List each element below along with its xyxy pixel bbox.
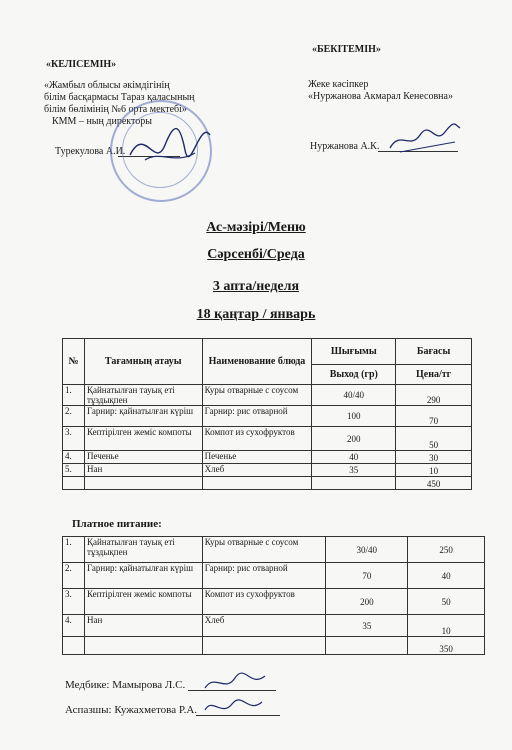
- row-name-ru: Хлеб: [202, 615, 326, 637]
- left-signer: Турекулова А.И.: [55, 146, 126, 157]
- right-line: Жеке кәсіпкер: [308, 79, 369, 90]
- col-name-ru: Наименование блюда: [202, 339, 312, 385]
- left-line: білім басқармасы Тараз қаласының: [44, 92, 195, 103]
- row-output: 70: [326, 563, 408, 589]
- row-output: 30/40: [326, 537, 408, 563]
- row-num: 3.: [63, 589, 85, 615]
- page-title: Ас-мәзірі/Меню: [206, 220, 306, 235]
- row-output: 100: [312, 406, 396, 427]
- row-name-ru: Хлеб: [202, 464, 312, 477]
- row-name-kz: Қайнатылған тауық еті тұздықпен: [84, 537, 202, 563]
- table-row: [63, 427, 472, 451]
- right-lines: [308, 79, 453, 103]
- row-price: 10: [396, 464, 472, 477]
- row-name-kz: Гарнир: қайнатылған күріш: [84, 406, 202, 427]
- col-price-ru: Цена/тг: [396, 365, 472, 385]
- row-name-kz: Кептірілген жеміс компоты: [84, 427, 202, 451]
- row-num: 2.: [63, 406, 85, 427]
- row-num: 4.: [63, 451, 85, 464]
- handwritten-signature-icon: [385, 120, 465, 160]
- total-price: 350: [408, 637, 485, 655]
- table-row: [63, 385, 472, 406]
- menu-table: [62, 338, 472, 490]
- row-price: 50: [396, 427, 472, 451]
- row-price: 10: [408, 615, 485, 637]
- left-line: КММ – ның директоры: [52, 116, 152, 127]
- day-title: Сәрсенбі/Среда: [207, 247, 305, 262]
- handwritten-signature-icon: [200, 692, 270, 722]
- table-row: [63, 589, 485, 615]
- total-row: [63, 477, 472, 490]
- col-output-kz: Шығымы: [312, 339, 396, 365]
- row-num: 1.: [63, 537, 85, 563]
- paid-table: [62, 536, 485, 655]
- row-name-ru: Компот из сухофруктов: [202, 589, 326, 615]
- row-name-ru: Куры отварные с соусом: [202, 385, 312, 406]
- left-heading: «КЕЛІСЕМІН»: [46, 59, 117, 70]
- table-row: [63, 615, 485, 637]
- nurse-signer: Медбике: Мамырова Л.С.: [65, 679, 186, 691]
- right-signer: Нуржанова А.К.: [310, 141, 380, 152]
- right-heading: «БЕКІТЕМІН»: [312, 44, 381, 55]
- col-output-ru: Выход (гр): [312, 365, 396, 385]
- row-price: 30: [396, 451, 472, 464]
- left-line: «Жамбыл облысы әкімдігінің: [44, 80, 170, 91]
- col-name-kz: Тағамның атауы: [84, 339, 202, 385]
- row-output: 35: [326, 615, 408, 637]
- row-num: 3.: [63, 427, 85, 451]
- row-name-kz: Гарнир: қайнатылған күріш: [84, 563, 202, 589]
- row-output: 200: [326, 589, 408, 615]
- row-name-ru: Печенье: [202, 451, 312, 464]
- row-name-ru: Гарнир: рис отварной: [202, 563, 326, 589]
- handwritten-signature-icon: [125, 115, 215, 175]
- row-num: 5.: [63, 464, 85, 477]
- col-price-kz: Бағасы: [396, 339, 472, 365]
- table-row: [63, 537, 485, 563]
- right-line: «Нуржанова Акмарал Кенесовна»: [308, 91, 453, 102]
- cook-signer: Аспазшы: Кужахметова Р.А.: [65, 704, 198, 716]
- row-price: 70: [396, 406, 472, 427]
- row-output: 40/40: [312, 385, 396, 406]
- row-name-ru: Куры отварные с соусом: [202, 537, 326, 563]
- row-output: 40: [312, 451, 396, 464]
- row-name-kz: Нан: [84, 464, 202, 477]
- row-output: 200: [312, 427, 396, 451]
- total-price: 450: [396, 477, 472, 490]
- row-name-kz: Нан: [84, 615, 202, 637]
- row-name-ru: Компот из сухофруктов: [202, 427, 312, 451]
- row-price: 40: [408, 563, 485, 589]
- row-num: 2.: [63, 563, 85, 589]
- row-num: 4.: [63, 615, 85, 637]
- table-row: [63, 406, 472, 427]
- table-row: [63, 451, 472, 464]
- row-price: 50: [408, 589, 485, 615]
- table-row: [63, 464, 472, 477]
- total-row: [63, 637, 485, 655]
- row-name-ru: Гарнир: рис отварной: [202, 406, 312, 427]
- left-line: білім бөлімінің №6 орта мектебі»: [44, 104, 187, 115]
- row-output: 35: [312, 464, 396, 477]
- row-price: 250: [408, 537, 485, 563]
- row-name-kz: Кептірілген жеміс компоты: [84, 589, 202, 615]
- row-num: 1.: [63, 385, 85, 406]
- paid-label: Платное питание:: [72, 518, 162, 530]
- week-title: 3 апта/неделя: [212, 279, 300, 294]
- col-num: №: [63, 339, 85, 385]
- row-price: 290: [396, 385, 472, 406]
- date-title: 18 қаңтар / январь: [196, 307, 316, 322]
- table-row: [63, 563, 485, 589]
- row-name-kz: Печенье: [84, 451, 202, 464]
- row-name-kz: Қайнатылған тауық еті тұздықпен: [84, 385, 202, 406]
